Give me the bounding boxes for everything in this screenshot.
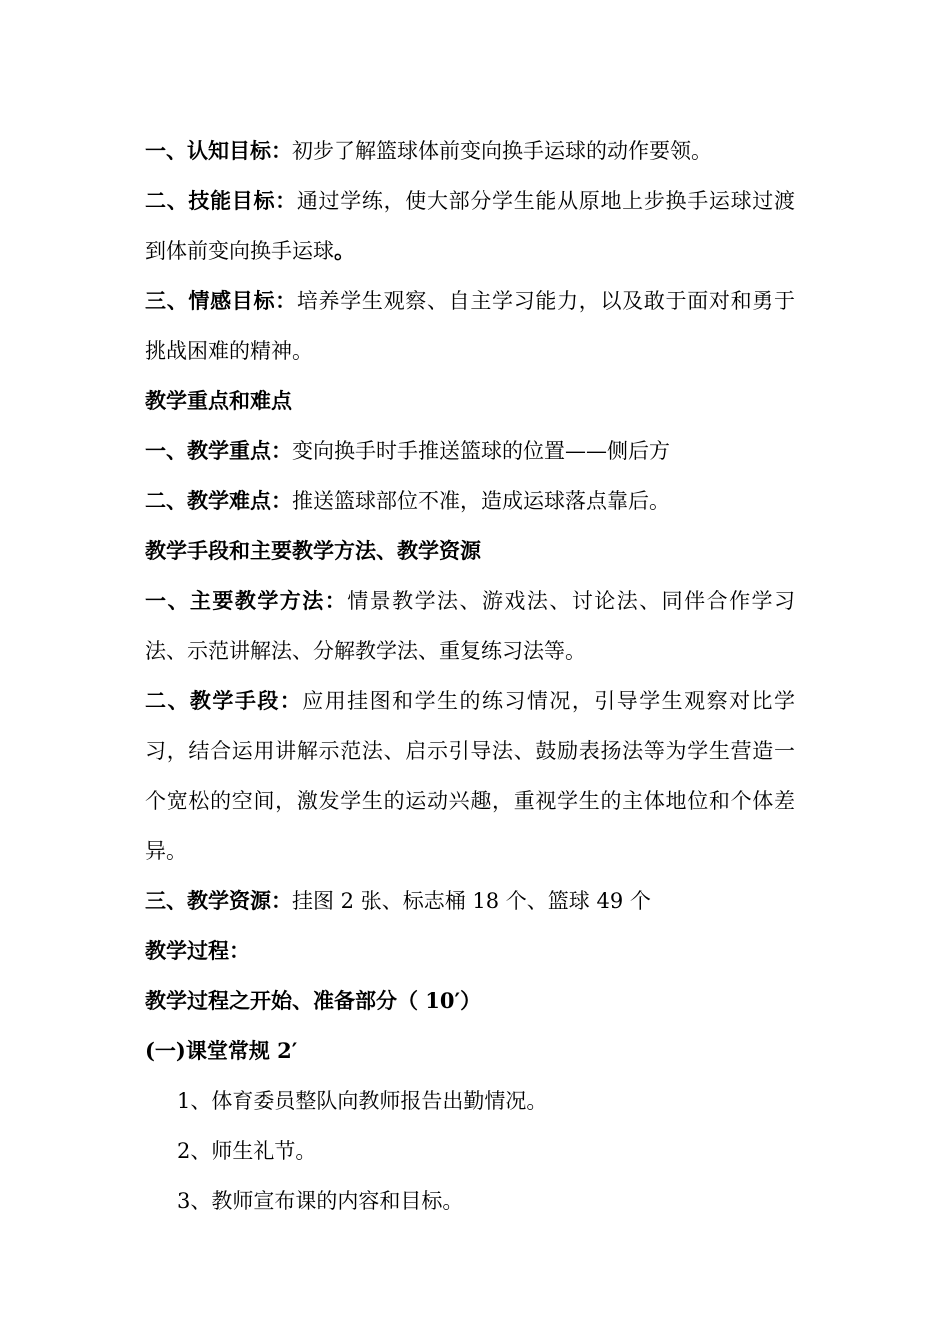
teaching-focus [145,426,795,476]
routine-item: 3、教师宣布课的内容和目标。 [177,1189,464,1213]
routine-heading: (一)课堂常规 2′ [145,1038,298,1063]
teaching-difficulty-label: 二、教学难点： [145,488,292,513]
objective-affective-text: 培养学生观察、自主学习能力，以及敢于面对和勇于挑战困难的精神。 [145,289,795,363]
teaching-difficulty [145,476,795,526]
process-heading: 教学过程： [145,938,250,963]
key-points-heading: 教学重点和难点 [145,388,292,413]
main-methods-text: 情景教学法、游戏法、讨论法、同伴合作学习法、示范讲解法、分解教学法、重复练习法等。 [145,589,796,663]
teaching-difficulty-text: 推送篮球部位不准，造成运球落点靠后。 [292,489,670,513]
teaching-resources-text: 挂图 2 张、标志桶 18 个、篮球 49 个 [292,889,651,913]
teaching-resources-label: 三、教学资源： [145,888,292,913]
teaching-means-text: 应用挂图和学生的练习情况，引导学生观察对比学习，结合运用讲解示范法、启示引导法、鼓励表扬法等为学生营造一个宽松的空间，激发学生的运动兴趣，重视学生的主体地位和个体差异。 [145,689,795,863]
main-methods [145,576,795,676]
teaching-means [145,676,795,876]
methods-heading: 教学手段和主要教学方法、教学资源 [145,538,481,563]
routine-item: 2、师生礼节。 [177,1139,317,1163]
process-start-heading: 教学过程之开始、准备部分（ 10′） [145,988,482,1013]
teaching-focus-label: 一、教学重点： [145,438,292,463]
objective-cognitive-text: 初步了解篮球体前变向换手运球的动作要领。 [292,139,712,163]
routine-item: 1、体育委员整队向教师报告出勤情况。 [177,1089,548,1113]
objective-cognitive [145,126,795,176]
objective-skill-text: 通过学练，使大部分学生能从原地上步换手运球过渡到体前变向换手运球 [145,189,795,263]
teaching-means-label: 二、教学手段： [145,688,303,713]
objective-skill-end: 。 [334,238,355,263]
objective-affective-label: 三、情感目标： [145,288,297,313]
main-methods-label: 一、主要教学方法： [145,588,348,613]
objective-skill [145,176,795,276]
objective-skill-label: 二、技能目标： [145,188,297,213]
teaching-focus-text: 变向换手时手推送篮球的位置——侧后方 [292,439,670,463]
objective-affective [145,276,795,376]
objective-cognitive-label: 一、认知目标： [145,138,292,163]
document-body [145,126,795,1226]
teaching-resources [145,876,795,926]
